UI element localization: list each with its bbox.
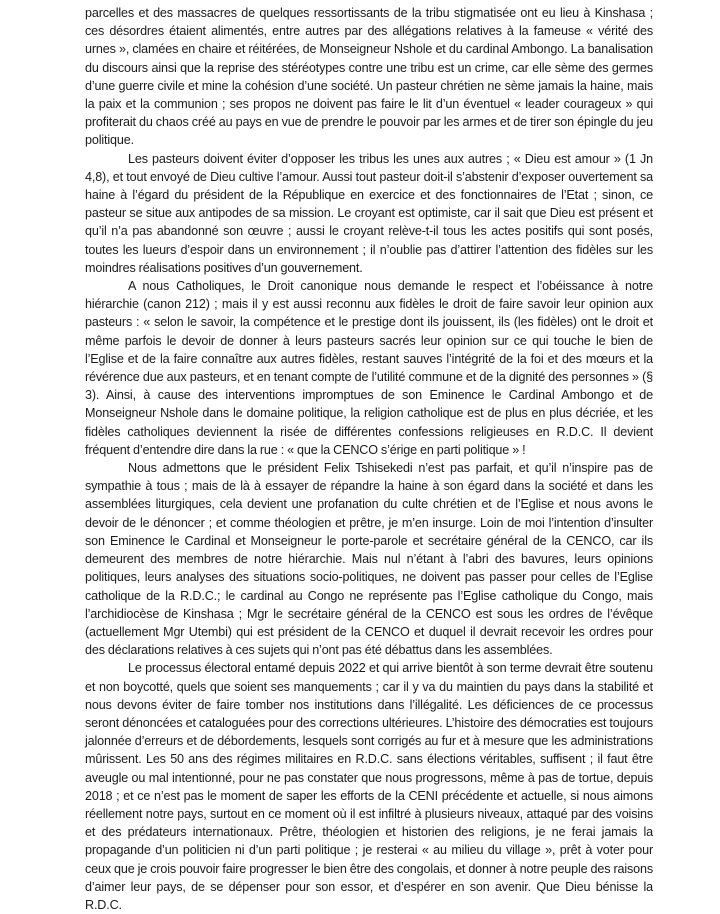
document-page [85,4,653,914]
paragraph-4: Nous admettons que le président Felix Tshisekedi n’est pas parfait, et qu’il n’inspire pas de sympathie à tous ; mais de là à essayer de répandre la haine à son égard dans la société et dans les assemblées liturgiques, cela devient une profanation du culte chrétien et de l’Eglise et nous avons le devoir de le dénoncer ; et comme théologien et prêtre, je m’en insurge. Loin de moi l’intention d’insulter son Eminence le Cardinal et Monseigneur le porte-parole et secrétaire général de la CENCO, car ils demeurent des membres de notre hiérarchie. Mais nul n’étant à l’abri des bavures, leurs opinions politiques, leurs analyses des situations socio-politiques, ne doivent pas passer pour celles de l’Eglise catholique de la R.D.C.; le cardinal au Congo ne représente pas l’Eglise catholique du Congo, mais l’archidiocèse de Kinshasa ; Mgr le secrétaire général de la CENCO est sous les ordres de l’évêque (actuellement Mgr Utembi) qui est président de la CENCO et duquel il devrait recevoir les ordres pour des déclarations relatives à ces sujets qui n’ont pas été débattus dans les assemblées. [85,461,653,658]
paragraph-2: Les pasteurs doivent éviter d’opposer les tribus les unes aux autres ; « Dieu est amour » (1 Jn 4,8), et tout envoyé de Dieu cultive l’amour. Aussi tout pasteur doit-il s’abstenir d’exposer ouvertement sa haine à l’égard du président de la République en exercice et des fonctionnaires de l’Etat ; sinon, ce pasteur se situe aux antipodes de sa mission. Le croyant est optimiste, car il sait que Dieu est présent et qu’il n’a pas abandonné son œuvre ; aussi le croyant relève-t-il tous les actes positifs qui sont posés, toutes les lueurs d’espoir dans un environnement ; il n’oublie pas d’attirer l’attention des fidèles sur les moindres réalisations positives d’un gouvernement. [85,151,653,275]
paragraph-3: A nous Catholiques, le Droit canonique nous demande le respect et l’obéissance à notre hiérarchie (canon 212) ; mais il y est aussi reconnu aux fidèles le droit de faire savoir leur opinion aux pasteurs : « selon le savoir, la compétence et le prestige dont ils jouissent, ils (les fidèles) ont le droit et même parfois le devoir de donner à leurs pasteurs sacrés leur opinion sur ce qui touche le bien de l’Eglise et de la faire connaître aux autres fidèles, restant sauves l’intégrité de la foi et des mœurs et la révérence due aux pasteurs, et en tenant compte de l’utilité commune et de la dignité des personnes » (§ 3). Ainsi, à cause des interventions impromptues de son Eminence le Cardinal Ambongo et de Monseigneur Nshole dans le domaine politique, la religion catholique est de plus en plus décriée, et les fidèles catholiques deviennent la risée de différentes confessions religieuses en R.D.C. Il devient fréquent d’entendre dire dans la rue : « que la CENCO s’érige en parti politique » ! [85,279,653,457]
paragraph-1: parcelles et des massacres de quelques ressortissants de la tribu stigmatisée ont eu lieu à Kinshasa ; ces désordres étaient alimentés, entre autres par des allégations relatives à la fameuse « vérité des urnes », clamées en chaire et réitérées, de Monseigneur Nshole et du cardinal Ambongo. La banalisation du discours ainsi que la reprise des stéréotypes contre une tribu est un crime, car elle sème des germes d’une guerre civile et mine la cohésion d’une société. Un pasteur chrétien ne sème jamais la haine, mais la paix et la communion ; ses propos ne doivent pas faire le lit d’un éventuel « leader courageux » qui profiterait du chaos créé au pays en vue de prendre le pouvoir par les armes et de tirer son épingle du jeu politique. [85,6,653,148]
paragraph-5: Le processus électoral entamé depuis 2022 et qui arrive bientôt à son terme devrait être soutenu et non boycotté, quels que soient ses manquements ; car il y va du maintien du pays dans la stabilité et nous devons éviter de faire tomber nos institutions dans l’illégalité. Les déficiences de ce processus seront dénoncées et cataloguées pour des corrections ultérieures. L’histoire des démocraties est toujours jalonnée d’erreurs et de débordements, lesquels sont corrigés au fur et à mesure que les administrations mûrissent. Les 50 ans des régimes militaires en R.D.C. sans élections véritables, suffisent ; il faut être aveugle ou mal intentionné, pour ne pas constater que nous progressons, même à pas de tortue, depuis 2018 ; et ce n’est pas le moment de saper les efforts de la CENI précédente et actuelle, si nous aimons réellement notre pays, surtout en ce moment où il est infiltré à plusieurs niveaux, attaqué par des voisins et des prédateurs internationaux. Prêtre, théologien et historien des religions, je ne ferai jamais la propagande d’un politicien ni d’un parti politique ; je resterai « au milieu du village », prêt à voter pour ceux que je crois pouvoir faire progresser le bien être des congolais, et donner à notre peuple des raisons d’aimer leur pays, de se dépenser pour son essor, et d’espérer en son avenir. Que Dieu bénisse la R.D.C. [85,661,654,912]
